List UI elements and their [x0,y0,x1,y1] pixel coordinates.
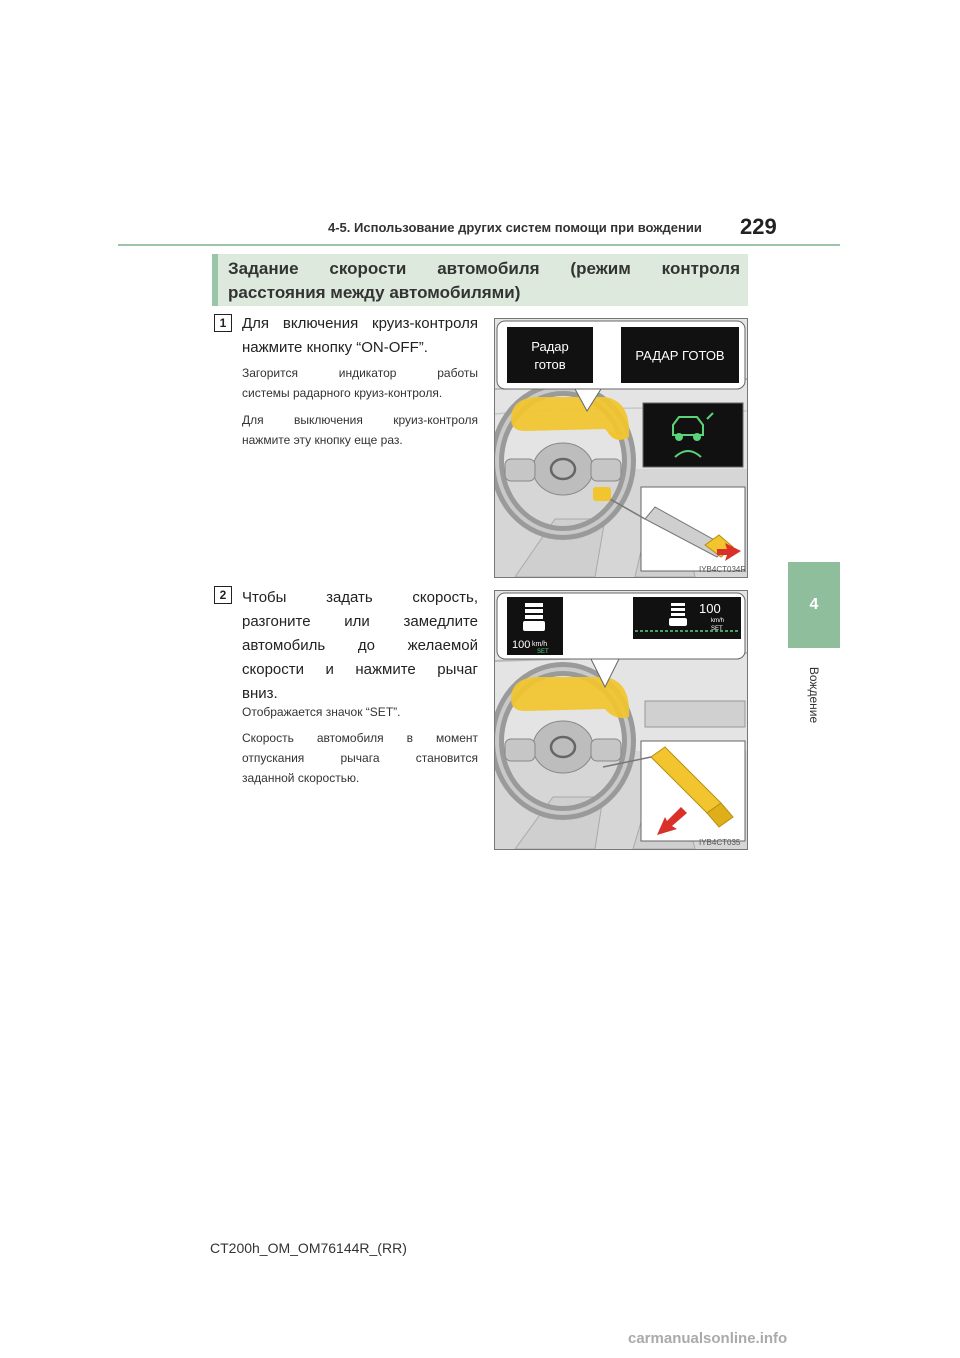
watermark: carmanualsonline.info [628,1330,788,1347]
step-2-text-line-5: вниз. [242,685,278,702]
step-2-text-line-4: скорости и нажмите рычаг [242,661,478,678]
step-1-text-line-1: Для включения круиз-контроля [242,315,478,332]
left-set-unit: km/h [532,641,548,648]
chapter-tab[interactable]: 4 [788,562,840,648]
right-set-unit: km/h [711,618,725,624]
figure-1-illustration [495,319,747,577]
left-set-label: SET [537,649,549,655]
document-code: CT200h_OM_OM76144R_(RR) [210,1240,407,1256]
section-heading-line-1: Задание скорости автомобиля (режим контроля [228,259,740,278]
step-1-text-line-2: нажмите кнопку “ON-OFF”. [242,339,428,356]
figure-1-code: IYB4CT034R [699,565,747,574]
step-2-note-2-line-1: Скорость автомобиля в момент [242,731,478,745]
step-2-note-2-line-3: заданной скоростью. [242,771,360,785]
callout-radar-ready-caps: РАДАР ГОТОВ [635,348,725,363]
step-number-2: 2 [214,586,232,604]
figure-2-code: IYB4CT035 [699,838,741,847]
step-2-note-2-line-2: отпускания рычага становится [242,751,478,765]
figure-set-speed [494,590,748,850]
step-2-text-line-1: Чтобы задать скорость, [242,589,478,606]
step-1-note-1-line-2: системы радарного круиз-контроля. [242,386,443,400]
callout-radar-ready-l1: Радар [531,339,569,354]
figure-2-illustration [495,591,747,849]
step-1-note-1-line-1: Загорится индикатор работы [242,366,478,380]
step-2-text-line-3: автомобиль до желаемой [242,637,478,654]
right-set-display [633,597,741,639]
step-1-note-2-line-1: Для выключения круиз-контроля [242,413,478,427]
page-number: 229 [740,214,777,239]
step-2-text-line-2: разгоните или замедлите [242,613,478,630]
step-number-1: 1 [214,314,232,332]
right-set-speed: 100 [699,601,721,616]
callout-radar-ready-l2: готов [534,357,566,372]
chapter-section-title: 4-5. Использование других систем помощи при вождении [328,220,702,235]
section-heading [212,254,748,306]
chapter-label: Вождение [807,666,821,724]
right-set-label: SET [711,626,723,632]
left-set-speed: 100 [512,639,531,651]
header-rule [118,244,840,246]
figure-cruise-on-off [494,318,748,578]
section-heading-line-2: расстояния между автомобилями) [228,283,521,302]
step-1-note-2-line-2: нажмите эту кнопку еще раз. [242,433,403,447]
step-2-note-1: Отображается значок “SET”. [242,705,401,719]
